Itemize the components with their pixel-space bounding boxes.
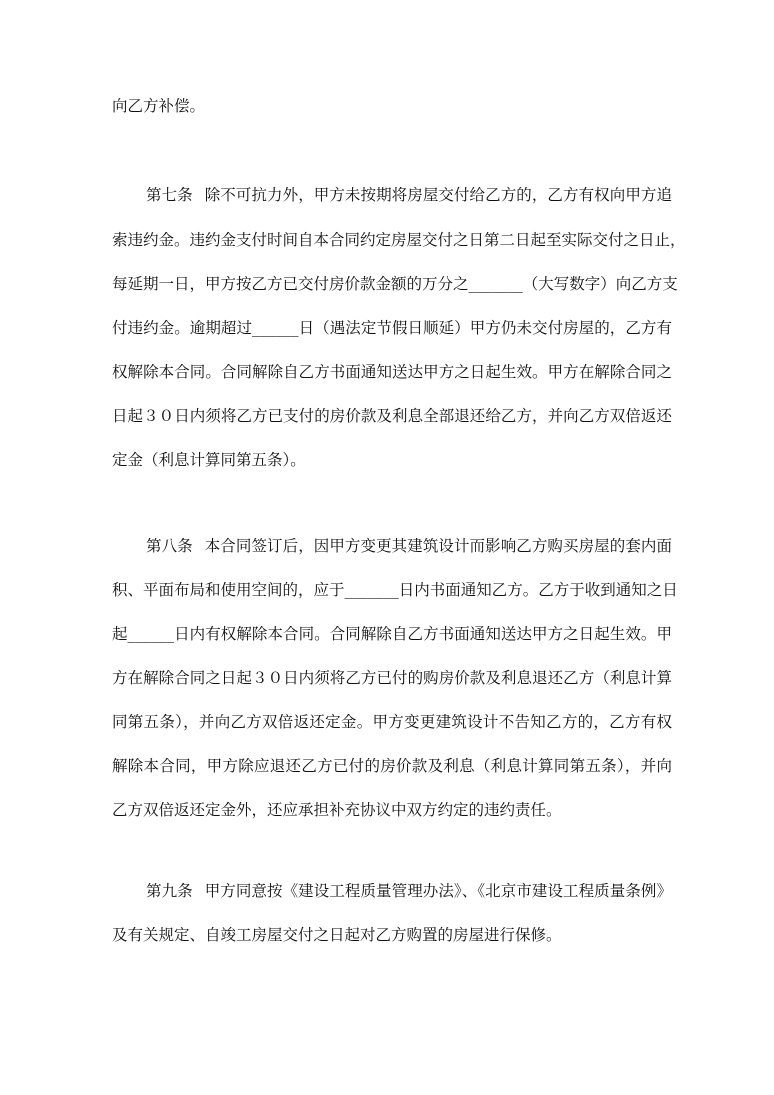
- article7-line-3: 每延期一日，甲方按乙方已交付房价款金额的万分之_______（大写数字）向乙方支: [112, 275, 678, 293]
- intro-line: 向乙方补偿。: [112, 97, 206, 115]
- article9-label: 第九条: [146, 882, 193, 900]
- article8-line-3: 起______日内有权解除本合同。合同解除自乙方书面通知送达甲方之日起生效。甲: [112, 625, 672, 643]
- article7-line-4: 付违约金。逾期超过______日（遇法定节假日顺延）甲方仍未交付房屋的，乙方有: [112, 319, 672, 337]
- article8-line-1: [146, 536, 672, 556]
- article7-text-1: 除不可抗力外，甲方未按期将房屋交付给乙方的，乙方有权向甲方追: [204, 186, 672, 204]
- article7-line-2: 索违约金。违约金支付时间自本合同约定房屋交付之日第二日起至实际交付之日止，: [112, 231, 686, 249]
- article9-line-1: [146, 881, 672, 901]
- article8-line-5: 同第五条），并向乙方双倍返还定金。甲方变更建筑设计不告知乙方的，乙方有权: [112, 713, 672, 731]
- article7-line-1: [146, 185, 672, 205]
- article8-text-1: 本合同签订后，因甲方变更其建筑设计而影响乙方购买房屋的套内面: [204, 537, 672, 555]
- article8-label: 第八条: [146, 537, 193, 555]
- article8-line-6: 解除本合同，甲方除应退还乙方已付的房价款及利息（利息计算同第五条），并向: [112, 757, 672, 775]
- article9-line-2: 及有关规定、自竣工房屋交付之日起对乙方购置的房屋进行保修。: [112, 926, 562, 944]
- article8-line-4: 方在解除合同之日起３０日内须将乙方已付的购房价款及利息退还乙方（利息计算: [112, 669, 672, 687]
- article8-line-7: 乙方双倍返还定金外，还应承担补充协议中双方约定的违约责任。: [112, 801, 562, 819]
- article9-text-1: 甲方同意按《建设工程质量管理办法》、《北京市建设工程质量条例》: [204, 882, 672, 900]
- article7-line-7: 定金（利息计算同第五条）。: [112, 451, 306, 469]
- article7-label: 第七条: [146, 186, 193, 204]
- article7-line-5: 权解除本合同。合同解除自乙方书面通知送达甲方之日起生效。甲方在解除合同之: [112, 363, 672, 381]
- article7-line-6: 日起３０日内须将乙方已支付的房价款及利息全部退还给乙方，并向乙方双倍返还: [112, 407, 672, 425]
- article8-line-2: 积、平面布局和使用空间的，应于_______日内书面通知乙方。乙方于收到通知之日: [112, 581, 678, 599]
